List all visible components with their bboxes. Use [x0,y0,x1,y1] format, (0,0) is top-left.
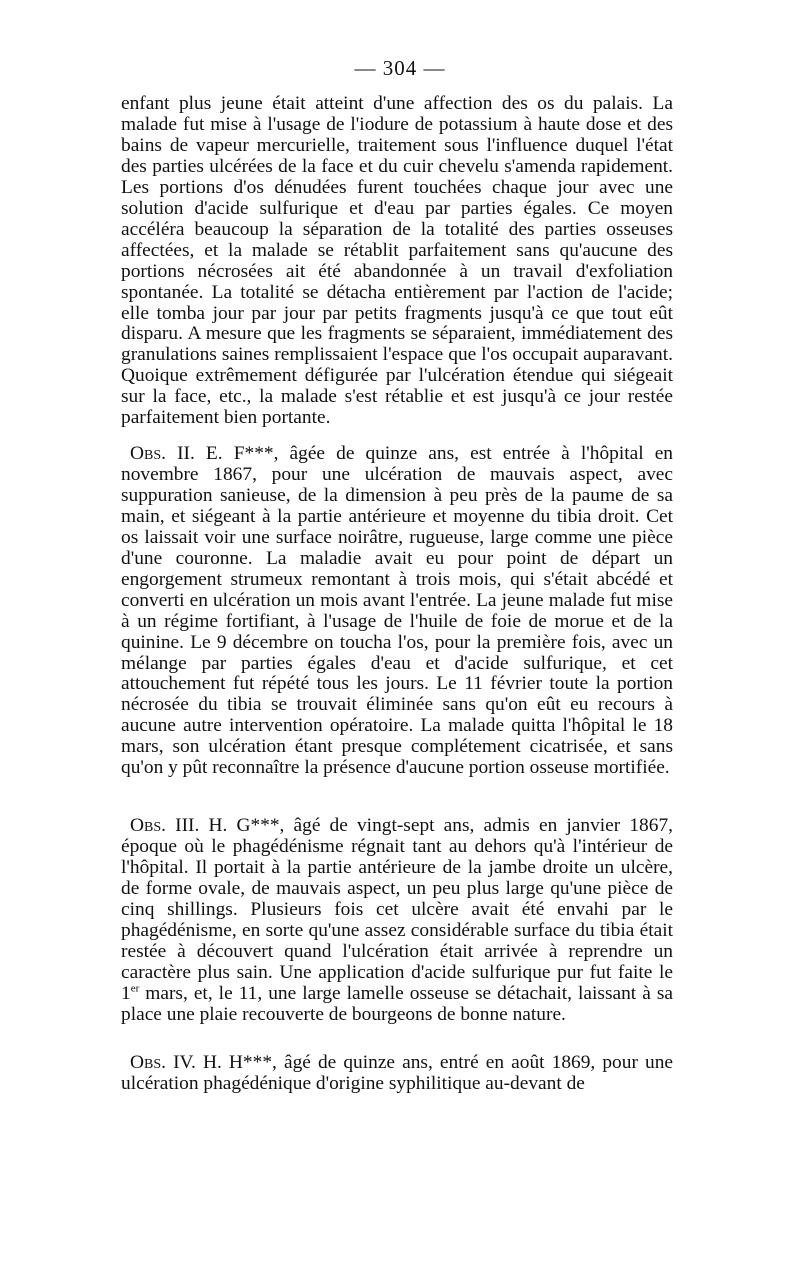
observation-3 [121,816,673,1026]
observation-label: Obs. III. [130,815,200,836]
observation-text-continued: mars, et, le 11, une large lamelle osseuse se détachait, laissant à sa place une plaie recouverte de bourgeons de bonne nature. [121,982,673,1025]
observation-paragraph [121,1053,673,1095]
page-number: — 304 — [354,56,446,80]
observation-text: H. G***, âgé de vingt-sept ans, admis en janvier 1867, époque où le phagédénisme régnait tant au dehors qu'à l'intérieur de l'hôpital. Il portait à la partie antérieure de la jambe droite un ulcère, de forme ovale, de mauvais aspect, un peu plus large qu'une pièce de cinq shillings. Plusieurs fois cet ulcère avait été envahi par le phagédénisme, en sorte qu'une assez considérable surface du tibia était restée à découvert quand l'ulcération était arrivée à reprendre un caractère plus sain. Une application d'acide sulfurique pur fut faite le 1 [121,815,673,1004]
observation-label: Obs. IV. [130,1052,196,1073]
superscript-ordinal: er [130,982,140,995]
observation-text: E. F***, âgée de quinze ans, est entrée à l'hôpital en novembre 1867, pour une ulcération de mauvais aspect, avec suppuration sanieuse, de la dimension à peu près de la paume de sa main, et siégeant à la partie antérieure et moyenne du tibia droit. Cet os laissait voir une surface noirâtre, rugueuse, large comme une pièce d'une couronne. La maladie avait eu pour point de départ un engorgement strumeux remontant à trois mois, qui s'était abcédé et converti en ulcération un mois avant l'entrée. La jeune malade fut mise à un régime fortifiant, à l'usage de l'huile de foie de morue et de la quinine. Le 9 décembre on toucha l'os, pour la première fois, avec un mélange par parties égales d'eau et d'acide sulfurique, et cet attouchement fut répété tous les jours. Le 11 février toute la portion nécrosée du tibia se trouvait éliminée sans qu'on eût eu recours à aucune autre intervention opératoire. La malade quitta l'hôpital le 18 mars, son ulcération étant presque complétement cicatrisée, et sans qu'on y pût reconnaître la présence d'aucune portion osseuse mortifiée. [121,443,673,779]
paragraph-text: enfant plus jeune était atteint d'une affection des os du palais. La malade fut mise à l'usage de l'iodure de potassium à haute dose et des bains de vapeur mercurielle, traitement sous l'influence duquel l'état des parties ulcérées de la face et du cuir chevelu s'amenda rapidement. Les portions d'os dénudées furent touchées chaque jour avec une solution d'acide sulfurique et d'eau par parties égales. Ce moyen accéléra beaucoup la séparation de la totalité des parties osseuses affectées, et la malade se rétablit parfaitement sans qu'aucune des portions nécrosées ait été abandonnée à un travail d'exfoliation spontanée. La totalité se détacha entièrement par l'action de l'acide; elle tomba jour par jour par petits fragments jusqu'à ce que tout eût disparu. A mesure que les fragments se séparaient, immédiatement des granulations saines remplissaient l'espace que l'os occupait auparavant. Quoique extrêmement défigurée par l'ulcération étendue qui siégeait sur la face, etc., la malade s'est rétablie et est jusqu'à ce jour restée parfaitement bien portante. [121,93,673,429]
observation-2 [121,444,673,779]
observation-4 [121,1053,673,1095]
paragraph-continued [121,94,673,429]
observation-text: H. H***, âgé de quinze ans, entré en août 1869, pour une ulcération phagédénique d'origine syphilitique au-devant de [121,1052,673,1094]
observation-label: Obs. II. [130,443,195,464]
observation-paragraph [121,816,673,1026]
observation-paragraph [121,444,673,779]
